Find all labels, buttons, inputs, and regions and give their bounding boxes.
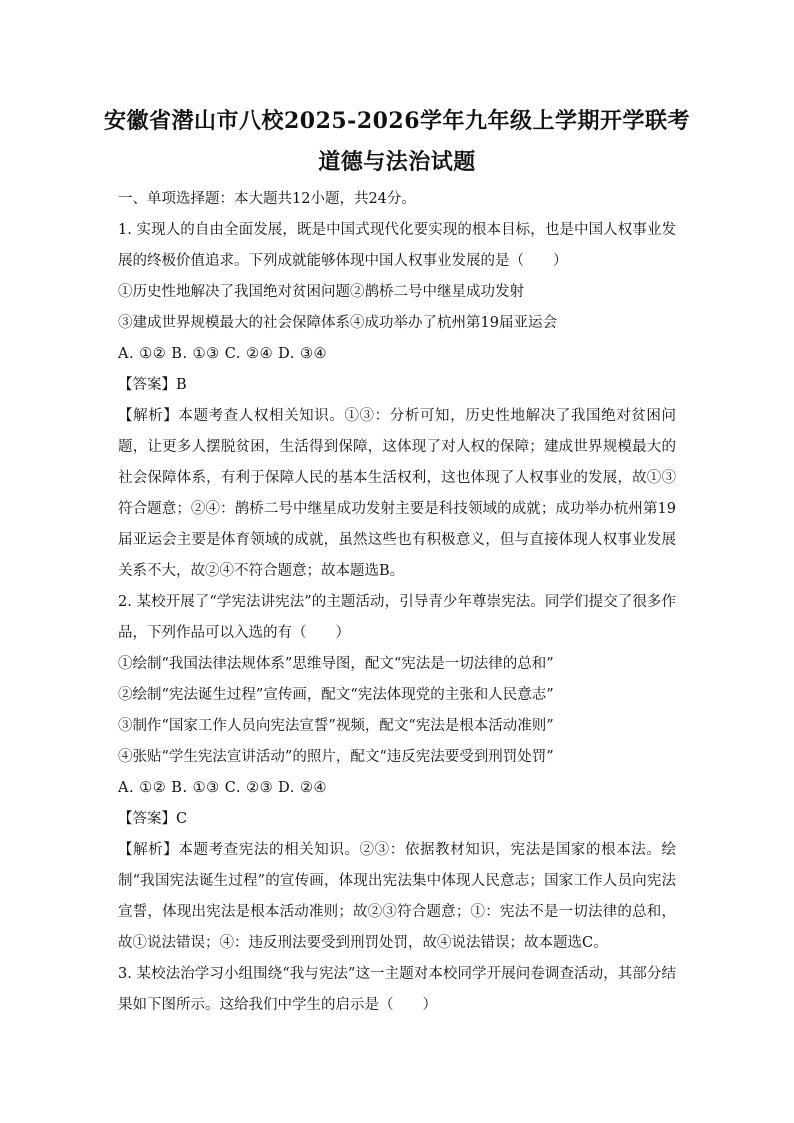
question-1-choices: A. ①② B. ①③ C. ②④ D. ③④ bbox=[118, 346, 328, 362]
question-1-item: ①历史性地解决了我国绝对贫困问题②鹊桥二号中继星成功发射 bbox=[118, 284, 524, 300]
question-1-stem: 1. 实现人的自由全面发展，既是中国式现代化要实现的根本目标，也是中国人权事业发展的终极价值追求。下列成就能够体现中国人权事业发展的是（ ） bbox=[118, 222, 676, 269]
question-2-item: ②绘制“宪法诞生过程”宣传画，配文“宪法体现党的主张和人民意志” bbox=[118, 687, 554, 703]
question-2-choices: A. ①② B. ①③ C. ②③ D. ②④ bbox=[118, 780, 328, 796]
question-2-item: ④张贴“学生宪法宣讲活动”的照片，配文“违反宪法要受到刑罚处罚” bbox=[118, 749, 554, 765]
question-2-item: ①绘制“我国法律法规体系”思维导图，配文“宪法是一切法律的总和” bbox=[118, 656, 554, 672]
question-2-analysis: 【解析】本题考查宪法的相关知识。②③：依据教材知识，宪法是国家的根本法。绘制“我国宪法诞生过程”的宣传画，体现出宪法集中体现人民意志；国家工作人员向宪法宣誓，体现出宪法是根本活动准则；故②③符合题意；①：宪法不是一切法律的总和，故①说法错误；④：违反刑法要受到刑罚处罚，故④说法错误；故本题选C。 bbox=[118, 842, 676, 951]
section-heading: 一、单项选择题：本大题共12小题，共24分。 bbox=[118, 191, 416, 207]
question-1-analysis: 【解析】本题考查人权相关知识。①③：分析可知，历史性地解决了我国绝对贫困问题，让更多人摆脱贫困，生活得到保障，这体现了对人权的保障；建成世界规模最大的社会保障体系，有利于保障人民的基本生活权利，这也体现了人权事业的发展，故①③符合题意；②④：鹊桥二号中继星成功发射主要是科技领域的成就；成功举办杭州第19届亚运会主要是体育领域的成就，虽然这些也有积极意义，但与直接体现人权事业发展关系不大，故②④不符合题意；故本题选B。 bbox=[118, 408, 676, 579]
question-2-stem: 2. 某校开展了“学宪法讲宪法”的主题活动，引导青少年尊崇宪法。同学们提交了很多作品，下列作品可以入选的有（ ） bbox=[118, 594, 676, 641]
question-2-item: ③制作“国家工作人员向宪法宣誓”视频，配文“宪法是根本活动准则” bbox=[118, 718, 554, 734]
question-3-stem: 3. 某校法治学习小组围绕“我与宪法”这一主题对本校同学开展问卷调查活动，其部分结果如下图所示。这给我们中学生的启示是（ ） bbox=[118, 966, 676, 1013]
question-1-answer: 【答案】B bbox=[118, 377, 187, 393]
exam-subtitle: 道德与法治试题 bbox=[318, 149, 476, 175]
question-2-answer: 【答案】C bbox=[118, 811, 188, 827]
question-1-item: ③建成世界规模最大的社会保障体系④成功举办了杭州第19届亚运会 bbox=[118, 315, 557, 331]
exam-title: 安徽省潜山市八校2025-2026学年九年级上学期开学联考 bbox=[103, 108, 691, 134]
document-body bbox=[118, 184, 676, 1021]
